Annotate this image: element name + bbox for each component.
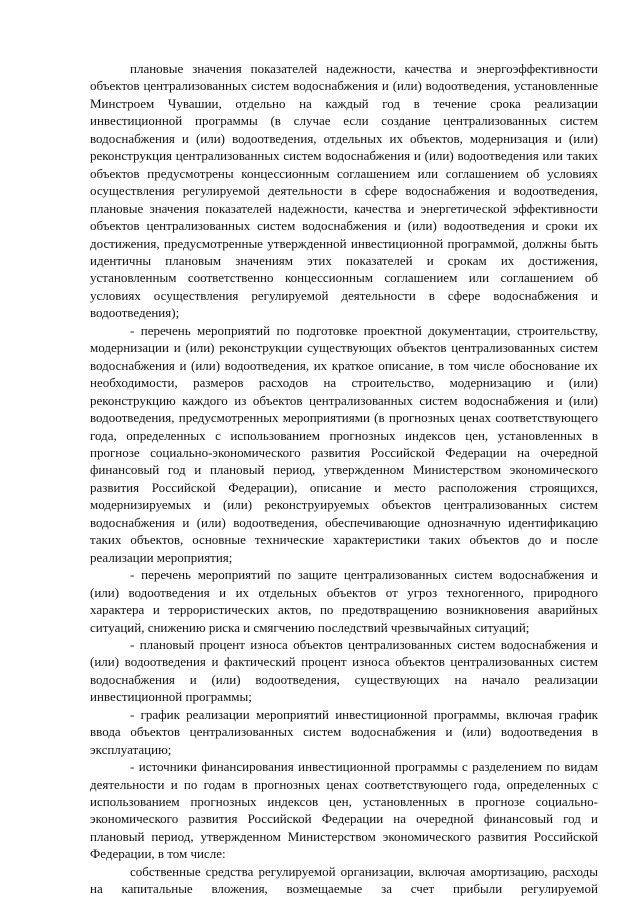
paragraph-planned-values: плановые значения показателей надежности, качества и энергоэффективности объектов централизованных систем водоснабжения и (или) водоотведения, установленные Минстроем Чувашии, отдельно на каждый год в течение срока реализации инвестиционной программы (в случае если создание централизованных систем водоснабжения и (или) водоотведения, отдельных их объектов, модернизация и (или) реконструкция централизованных систем водоснабжения и (или) водоотведения или таких объектов предусмотрены концессионным соглашением или соглашением об условиях осуществления регулируемой деятельности в сфере водоснабжения и водоотведения, плановые значения показателей надежности, качества и энергетической эффективности объектов централизованных систем водоснабжения и (или) водоотведения и сроки их достижения, предусмотренные утвержденной инвестиционной программой, должны быть идентичны плановым значениям этих показателей и срокам их достижения, установленным соответственно концессионным соглашением или соглашением об условиях осуществления регулируемой деятельности в сфере водоснабжения и водоотведения); (90, 61, 598, 321)
paragraph-measures-list: - перечень мероприятий по подготовке проектной документации, строительству, модернизации и (или) реконструкции существующих объектов централизованных систем водоснабжения и (или) водоотведения, их краткое описание, в том числе обоснование их необходимости, размеров расходов на строительство, модернизацию и (или) реконструкцию каждого из объектов централизованных систем водоснабжения и (или) водоотведения, предусмотренных мероприятиями (в прогнозных ценах соответствующего года, определенных с использованием прогнозных индексов цен, установленных в прогнозе социально-экономического развития Российской Федерации на очередной финансовый год и плановый период, утвержденном Министерством экономического развития Российской Федерации), описание и место расположения строящихся, модернизируемых и (или) реконструируемых объектов централизованных систем водоснабжения и (или) водоотведения, обеспечивающие однозначную идентификацию таких объектов, основные технические характеристики таких объектов до и после реализации мероприятия; (90, 322, 598, 565)
paragraph-protection-measures: - перечень мероприятий по защите централизованных систем водоснабжения и (или) водоотведения и их отдельных объектов от угроз техногенного, природного характера и террористических актов, по предотвращению возникновения аварийных ситуаций, снижению риска и смягчению последствий чрезвычайных ситуаций; (90, 567, 598, 635)
document-page (90, 60, 598, 898)
paragraph-own-funds: собственные средства регулируемой организации, включая амортизацию, расходы на капитальные вложения, возмещаемые за счет прибыли регулируемой (90, 863, 598, 897)
paragraph-wear-percentage: - плановый процент износа объектов централизованных систем водоснабжения и (или) водоотведения и фактический процент износа объектов централизованных систем водоснабжения и (или) водоотведения, существующих на начало реализации инвестиционной программы; (90, 636, 598, 705)
paragraph-funding-sources: - источники финансирования инвестиционной программы с разделением по видам деятельности и по годам в прогнозных ценах соответствующего года, определенных с использованием прогнозных индексов цен, установленных в прогнозе социально-экономического развития Российской Федерации на очередной финансовый год и плановый период, утвержденном Министерством экономического развития Российской Федерации, в том числе: (90, 759, 598, 862)
paragraph-schedule: - график реализации мероприятий инвестиционной программы, включая график ввода объектов централизованных систем водоснабжения и (или) водоотведения в эксплуатацию; (90, 706, 598, 757)
